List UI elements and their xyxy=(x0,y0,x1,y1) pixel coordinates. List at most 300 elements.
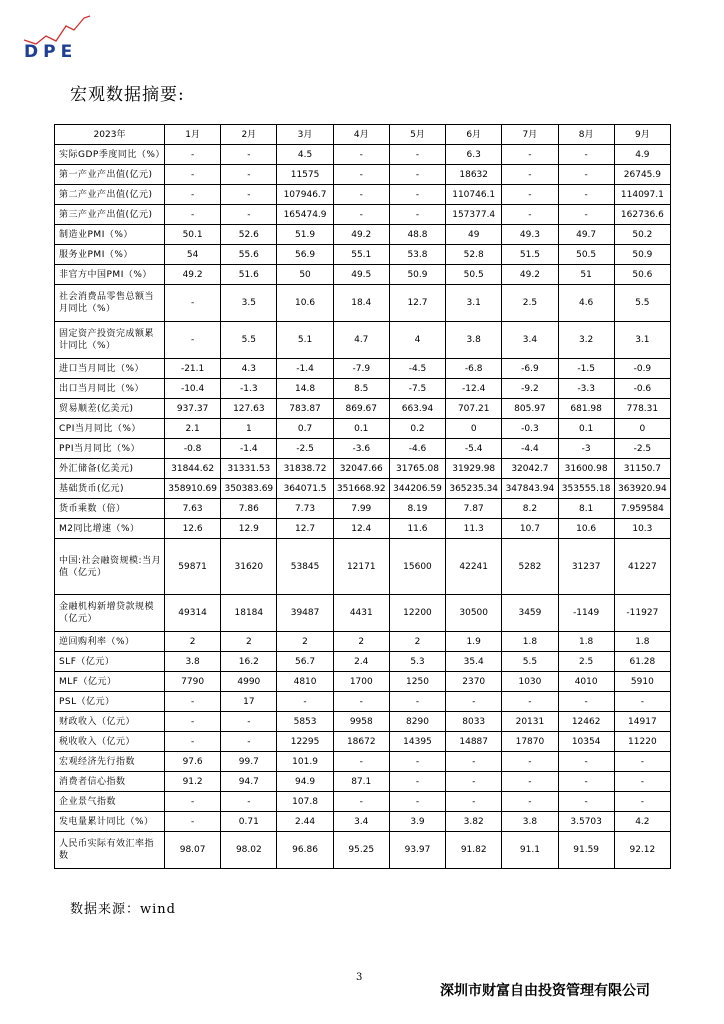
header-month-cell: 3月 xyxy=(277,125,333,145)
value-cell: - xyxy=(502,205,558,225)
value-cell: - xyxy=(446,772,502,792)
section-title: 宏观数据摘要: xyxy=(70,85,185,105)
value-cell: 12171 xyxy=(333,539,389,595)
value-cell: - xyxy=(502,165,558,185)
value-cell: 3.8 xyxy=(446,322,502,359)
value-cell: 10.3 xyxy=(614,519,670,539)
value-cell: 10.6 xyxy=(277,285,333,322)
value-cell: 12.4 xyxy=(333,519,389,539)
value-cell: 49.3 xyxy=(502,225,558,245)
value-cell: 783.87 xyxy=(277,399,333,419)
value-cell: 1030 xyxy=(502,672,558,692)
value-cell: -6.8 xyxy=(446,359,502,379)
value-cell: -1.3 xyxy=(221,379,277,399)
value-cell: 17870 xyxy=(502,732,558,752)
header-month-cell: 4月 xyxy=(333,125,389,145)
value-cell: 8290 xyxy=(389,712,445,732)
value-cell: - xyxy=(614,772,670,792)
value-cell: 3.1 xyxy=(614,322,670,359)
value-cell: 87.1 xyxy=(333,772,389,792)
value-cell: - xyxy=(389,752,445,772)
macro-data-table xyxy=(54,124,671,869)
value-cell: 49.7 xyxy=(558,225,614,245)
table-row xyxy=(55,595,671,632)
value-cell: 7.73 xyxy=(277,499,333,519)
company-name: 深圳市财富自由投资管理有限公司 xyxy=(440,983,650,999)
value-cell: 3.8 xyxy=(165,652,221,672)
value-cell: 1.8 xyxy=(614,632,670,652)
table-row xyxy=(55,632,671,652)
value-cell: 10.7 xyxy=(502,519,558,539)
value-cell: 1.8 xyxy=(558,632,614,652)
value-cell: 31929.98 xyxy=(446,459,502,479)
value-cell: 50.1 xyxy=(165,225,221,245)
value-cell: 0.2 xyxy=(389,419,445,439)
value-cell: 18672 xyxy=(333,732,389,752)
value-cell: 14.8 xyxy=(277,379,333,399)
row-label: 外汇储备(亿美元) xyxy=(55,459,165,479)
table-row xyxy=(55,205,671,225)
value-cell: - xyxy=(389,185,445,205)
value-cell: 1250 xyxy=(389,672,445,692)
value-cell: -7.9 xyxy=(333,359,389,379)
value-cell: 49 xyxy=(446,225,502,245)
header-month-cell: 6月 xyxy=(446,125,502,145)
table-row xyxy=(55,379,671,399)
value-cell: -0.9 xyxy=(614,359,670,379)
value-cell: 2.5 xyxy=(558,652,614,672)
value-cell: - xyxy=(446,752,502,772)
value-cell: 91.2 xyxy=(165,772,221,792)
value-cell: 707.21 xyxy=(446,399,502,419)
value-cell: 51.6 xyxy=(221,265,277,285)
value-cell: - xyxy=(165,285,221,322)
row-label: 出口当月同比（%） xyxy=(55,379,165,399)
value-cell: 7790 xyxy=(165,672,221,692)
header-month-cell: 2月 xyxy=(221,125,277,145)
value-cell: - xyxy=(333,145,389,165)
value-cell: 54 xyxy=(165,245,221,265)
table-row xyxy=(55,792,671,812)
value-cell: 363920.94 xyxy=(614,479,670,499)
value-cell: 3.8 xyxy=(502,812,558,832)
value-cell: 18184 xyxy=(221,595,277,632)
value-cell: 42241 xyxy=(446,539,502,595)
value-cell: - xyxy=(558,145,614,165)
value-cell: 50.5 xyxy=(558,245,614,265)
value-cell: - xyxy=(389,205,445,225)
value-cell: 59871 xyxy=(165,539,221,595)
value-cell: - xyxy=(221,205,277,225)
row-label: 实际GDP季度同比（%） xyxy=(55,145,165,165)
value-cell: 8033 xyxy=(446,712,502,732)
value-cell: - xyxy=(221,712,277,732)
value-cell: 3.2 xyxy=(558,322,614,359)
value-cell: 2 xyxy=(221,632,277,652)
row-label: 企业景气指数 xyxy=(55,792,165,812)
value-cell: 50.6 xyxy=(614,265,670,285)
value-cell: - xyxy=(221,165,277,185)
value-cell: 49.2 xyxy=(165,265,221,285)
header-month-cell: 1月 xyxy=(165,125,221,145)
value-cell: -4.5 xyxy=(389,359,445,379)
value-cell: -4.6 xyxy=(389,439,445,459)
value-cell: - xyxy=(389,165,445,185)
table-row xyxy=(55,225,671,245)
value-cell: 18632 xyxy=(446,165,502,185)
value-cell: - xyxy=(446,692,502,712)
table-row xyxy=(55,712,671,732)
value-cell: 4.6 xyxy=(558,285,614,322)
value-cell: 9958 xyxy=(333,712,389,732)
value-cell: 10354 xyxy=(558,732,614,752)
value-cell: 8.19 xyxy=(389,499,445,519)
value-cell: -3.3 xyxy=(558,379,614,399)
row-label: PSL（亿元） xyxy=(55,692,165,712)
value-cell: -1.4 xyxy=(221,439,277,459)
value-cell: 165474.9 xyxy=(277,205,333,225)
value-cell: - xyxy=(614,692,670,712)
value-cell: 5.5 xyxy=(221,322,277,359)
data-source-note: 数据来源：wind xyxy=(70,902,176,917)
table-row xyxy=(55,519,671,539)
value-cell: - xyxy=(333,165,389,185)
value-cell: 12.7 xyxy=(389,285,445,322)
value-cell: - xyxy=(165,732,221,752)
row-label: SLF（亿元） xyxy=(55,652,165,672)
value-cell: - xyxy=(389,145,445,165)
row-label: 第三产业产出值(亿元) xyxy=(55,205,165,225)
value-cell: 50.5 xyxy=(446,265,502,285)
value-cell: 2 xyxy=(277,632,333,652)
value-cell: 92.12 xyxy=(614,832,670,869)
value-cell: 350383.69 xyxy=(221,479,277,499)
table-row xyxy=(55,652,671,672)
value-cell: - xyxy=(221,792,277,812)
value-cell: - xyxy=(389,772,445,792)
value-cell: 52.6 xyxy=(221,225,277,245)
value-cell: 5853 xyxy=(277,712,333,732)
value-cell: -2.5 xyxy=(277,439,333,459)
value-cell: 12.9 xyxy=(221,519,277,539)
value-cell: -21.1 xyxy=(165,359,221,379)
value-cell: - xyxy=(446,792,502,812)
value-cell: 0.7 xyxy=(277,419,333,439)
value-cell: 3.4 xyxy=(502,322,558,359)
value-cell: 0 xyxy=(446,419,502,439)
value-cell: 41227 xyxy=(614,539,670,595)
value-cell: 0 xyxy=(614,419,670,439)
value-cell: -10.4 xyxy=(165,379,221,399)
table-row xyxy=(55,359,671,379)
table-header-row xyxy=(55,125,671,145)
value-cell: - xyxy=(502,752,558,772)
value-cell: 7.959584 xyxy=(614,499,670,519)
value-cell: 1.8 xyxy=(502,632,558,652)
value-cell: 14887 xyxy=(446,732,502,752)
page-number: 3 xyxy=(356,972,363,983)
value-cell: 61.28 xyxy=(614,652,670,672)
value-cell: -1149 xyxy=(558,595,614,632)
value-cell: 50.9 xyxy=(614,245,670,265)
value-cell: - xyxy=(221,732,277,752)
value-cell: 35.4 xyxy=(446,652,502,672)
table-row xyxy=(55,419,671,439)
value-cell: 30500 xyxy=(446,595,502,632)
value-cell: - xyxy=(333,692,389,712)
value-cell: -1.5 xyxy=(558,359,614,379)
value-cell: 17 xyxy=(221,692,277,712)
header-month-cell: 9月 xyxy=(614,125,670,145)
value-cell: 8.2 xyxy=(502,499,558,519)
value-cell: 0.1 xyxy=(333,419,389,439)
value-cell: - xyxy=(502,145,558,165)
value-cell: 344206.59 xyxy=(389,479,445,499)
value-cell: 93.97 xyxy=(389,832,445,869)
value-cell: 31150.7 xyxy=(614,459,670,479)
value-cell: 94.9 xyxy=(277,772,333,792)
header-year-cell: 2023年 xyxy=(55,125,165,145)
value-cell: 2.5 xyxy=(502,285,558,322)
value-cell: 3.5 xyxy=(221,285,277,322)
value-cell: 2.44 xyxy=(277,812,333,832)
value-cell: 3.4 xyxy=(333,812,389,832)
value-cell: - xyxy=(558,185,614,205)
value-cell: - xyxy=(558,752,614,772)
value-cell: 5.5 xyxy=(614,285,670,322)
value-cell: 0.71 xyxy=(221,812,277,832)
value-cell: 48.8 xyxy=(389,225,445,245)
value-cell: 2 xyxy=(389,632,445,652)
value-cell: - xyxy=(502,792,558,812)
row-label: 固定资产投资完成额累计同比（%） xyxy=(55,322,165,359)
value-cell: - xyxy=(502,772,558,792)
value-cell: - xyxy=(558,692,614,712)
value-cell: 49314 xyxy=(165,595,221,632)
value-cell: 4 xyxy=(389,322,445,359)
table-row xyxy=(55,752,671,772)
table-row xyxy=(55,732,671,752)
value-cell: 4810 xyxy=(277,672,333,692)
value-cell: 50 xyxy=(277,265,333,285)
value-cell: - xyxy=(558,772,614,792)
row-label: 社会消费品零售总额当月同比（%） xyxy=(55,285,165,322)
value-cell: 31844.62 xyxy=(165,459,221,479)
value-cell: 4010 xyxy=(558,672,614,692)
value-cell: 50.9 xyxy=(389,265,445,285)
value-cell: 50.2 xyxy=(614,225,670,245)
value-cell: - xyxy=(165,205,221,225)
value-cell: 31765.08 xyxy=(389,459,445,479)
value-cell: - xyxy=(165,792,221,812)
value-cell: 7.63 xyxy=(165,499,221,519)
row-label: 宏观经济先行指数 xyxy=(55,752,165,772)
value-cell: - xyxy=(333,205,389,225)
value-cell: 10.6 xyxy=(558,519,614,539)
row-label: 制造业PMI（%） xyxy=(55,225,165,245)
value-cell: - xyxy=(165,145,221,165)
value-cell: 96.86 xyxy=(277,832,333,869)
value-cell: -0.3 xyxy=(502,419,558,439)
value-cell: 11575 xyxy=(277,165,333,185)
value-cell: 107.8 xyxy=(277,792,333,812)
value-cell: 12.6 xyxy=(165,519,221,539)
value-cell: 1.9 xyxy=(446,632,502,652)
value-cell: 16.2 xyxy=(221,652,277,672)
value-cell: - xyxy=(333,185,389,205)
value-cell: 31331.53 xyxy=(221,459,277,479)
value-cell: 5282 xyxy=(502,539,558,595)
value-cell: 39487 xyxy=(277,595,333,632)
table-row xyxy=(55,692,671,712)
value-cell: 56.7 xyxy=(277,652,333,672)
value-cell: 32042.7 xyxy=(502,459,558,479)
value-cell: 4990 xyxy=(221,672,277,692)
value-cell: 18.4 xyxy=(333,285,389,322)
value-cell: -11927 xyxy=(614,595,670,632)
table-row xyxy=(55,185,671,205)
value-cell: 56.9 xyxy=(277,245,333,265)
header-month-cell: 7月 xyxy=(502,125,558,145)
value-cell: - xyxy=(502,692,558,712)
value-cell: - xyxy=(558,165,614,185)
row-label: 进口当月同比（%） xyxy=(55,359,165,379)
value-cell: 95.25 xyxy=(333,832,389,869)
table-row xyxy=(55,479,671,499)
value-cell: 107946.7 xyxy=(277,185,333,205)
value-cell: 11220 xyxy=(614,732,670,752)
row-label: 非官方中国PMI（%） xyxy=(55,265,165,285)
value-cell: 6.3 xyxy=(446,145,502,165)
value-cell: -3.6 xyxy=(333,439,389,459)
table-row xyxy=(55,772,671,792)
row-label: 贸易顺差(亿美元) xyxy=(55,399,165,419)
value-cell: 2.1 xyxy=(165,419,221,439)
value-cell: -2.5 xyxy=(614,439,670,459)
row-label: 货币乘数（倍） xyxy=(55,499,165,519)
table-row xyxy=(55,145,671,165)
value-cell: 2 xyxy=(165,632,221,652)
value-cell: 3.5703 xyxy=(558,812,614,832)
value-cell: - xyxy=(333,792,389,812)
header-month-cell: 5月 xyxy=(389,125,445,145)
value-cell: 7.99 xyxy=(333,499,389,519)
value-cell: - xyxy=(221,145,277,165)
value-cell: - xyxy=(558,205,614,225)
value-cell: 4.9 xyxy=(614,145,670,165)
value-cell: 31237 xyxy=(558,539,614,595)
value-cell: 31600.98 xyxy=(558,459,614,479)
value-cell: - xyxy=(165,322,221,359)
value-cell: 12200 xyxy=(389,595,445,632)
value-cell: 97.6 xyxy=(165,752,221,772)
value-cell: 4431 xyxy=(333,595,389,632)
row-label: 税收收入（亿元） xyxy=(55,732,165,752)
row-label: M2同比增速（%） xyxy=(55,519,165,539)
value-cell: 98.07 xyxy=(165,832,221,869)
value-cell: 12295 xyxy=(277,732,333,752)
value-cell: 4.3 xyxy=(221,359,277,379)
value-cell: 32047.66 xyxy=(333,459,389,479)
value-cell: - xyxy=(165,812,221,832)
value-cell: 7.86 xyxy=(221,499,277,519)
value-cell: - xyxy=(165,185,221,205)
value-cell: 351668.92 xyxy=(333,479,389,499)
value-cell: 55.6 xyxy=(221,245,277,265)
row-label: 基础货币(亿元) xyxy=(55,479,165,499)
table-row xyxy=(55,832,671,869)
value-cell: 11.3 xyxy=(446,519,502,539)
value-cell: 5.5 xyxy=(502,652,558,672)
value-cell: 2370 xyxy=(446,672,502,692)
row-label: 逆回购利率（%） xyxy=(55,632,165,652)
row-label: 消费者信心指数 xyxy=(55,772,165,792)
value-cell: 114097.1 xyxy=(614,185,670,205)
value-cell: 26745.9 xyxy=(614,165,670,185)
value-cell: - xyxy=(502,185,558,205)
row-label: 服务业PMI（%） xyxy=(55,245,165,265)
value-cell: 347843.94 xyxy=(502,479,558,499)
value-cell: -9.2 xyxy=(502,379,558,399)
value-cell: 681.98 xyxy=(558,399,614,419)
row-label: PPI当月同比（%） xyxy=(55,439,165,459)
value-cell: 51.9 xyxy=(277,225,333,245)
value-cell: 53.8 xyxy=(389,245,445,265)
value-cell: 53845 xyxy=(277,539,333,595)
value-cell: 51 xyxy=(558,265,614,285)
value-cell: 99.7 xyxy=(221,752,277,772)
value-cell: 20131 xyxy=(502,712,558,732)
value-cell: 7.87 xyxy=(446,499,502,519)
row-label: 中国:社会融资规模:当月值（亿元） xyxy=(55,539,165,595)
table-row xyxy=(55,265,671,285)
value-cell: 51.5 xyxy=(502,245,558,265)
value-cell: 663.94 xyxy=(389,399,445,419)
value-cell: 49.2 xyxy=(333,225,389,245)
value-cell: 101.9 xyxy=(277,752,333,772)
value-cell: 3.9 xyxy=(389,812,445,832)
value-cell: - xyxy=(165,712,221,732)
value-cell: - xyxy=(277,692,333,712)
table-row xyxy=(55,459,671,479)
value-cell: 778.31 xyxy=(614,399,670,419)
value-cell: 0.1 xyxy=(558,419,614,439)
value-cell: 5.1 xyxy=(277,322,333,359)
value-cell: 364071.5 xyxy=(277,479,333,499)
value-cell: 2.4 xyxy=(333,652,389,672)
value-cell: - xyxy=(389,792,445,812)
value-cell: 3.1 xyxy=(446,285,502,322)
value-cell: 110746.1 xyxy=(446,185,502,205)
dpe-logo-text: DPE xyxy=(24,42,78,62)
value-cell: 31838.72 xyxy=(277,459,333,479)
value-cell: -1.4 xyxy=(277,359,333,379)
value-cell: 49.2 xyxy=(502,265,558,285)
value-cell: 4.5 xyxy=(277,145,333,165)
value-cell: 8.5 xyxy=(333,379,389,399)
value-cell: - xyxy=(165,692,221,712)
value-cell: -0.8 xyxy=(165,439,221,459)
value-cell: - xyxy=(614,752,670,772)
table-row xyxy=(55,672,671,692)
value-cell: -7.5 xyxy=(389,379,445,399)
row-label: 财政收入（亿元） xyxy=(55,712,165,732)
value-cell: 14395 xyxy=(389,732,445,752)
value-cell: 91.1 xyxy=(502,832,558,869)
value-cell: 55.1 xyxy=(333,245,389,265)
value-cell: - xyxy=(389,692,445,712)
value-cell: 162736.6 xyxy=(614,205,670,225)
